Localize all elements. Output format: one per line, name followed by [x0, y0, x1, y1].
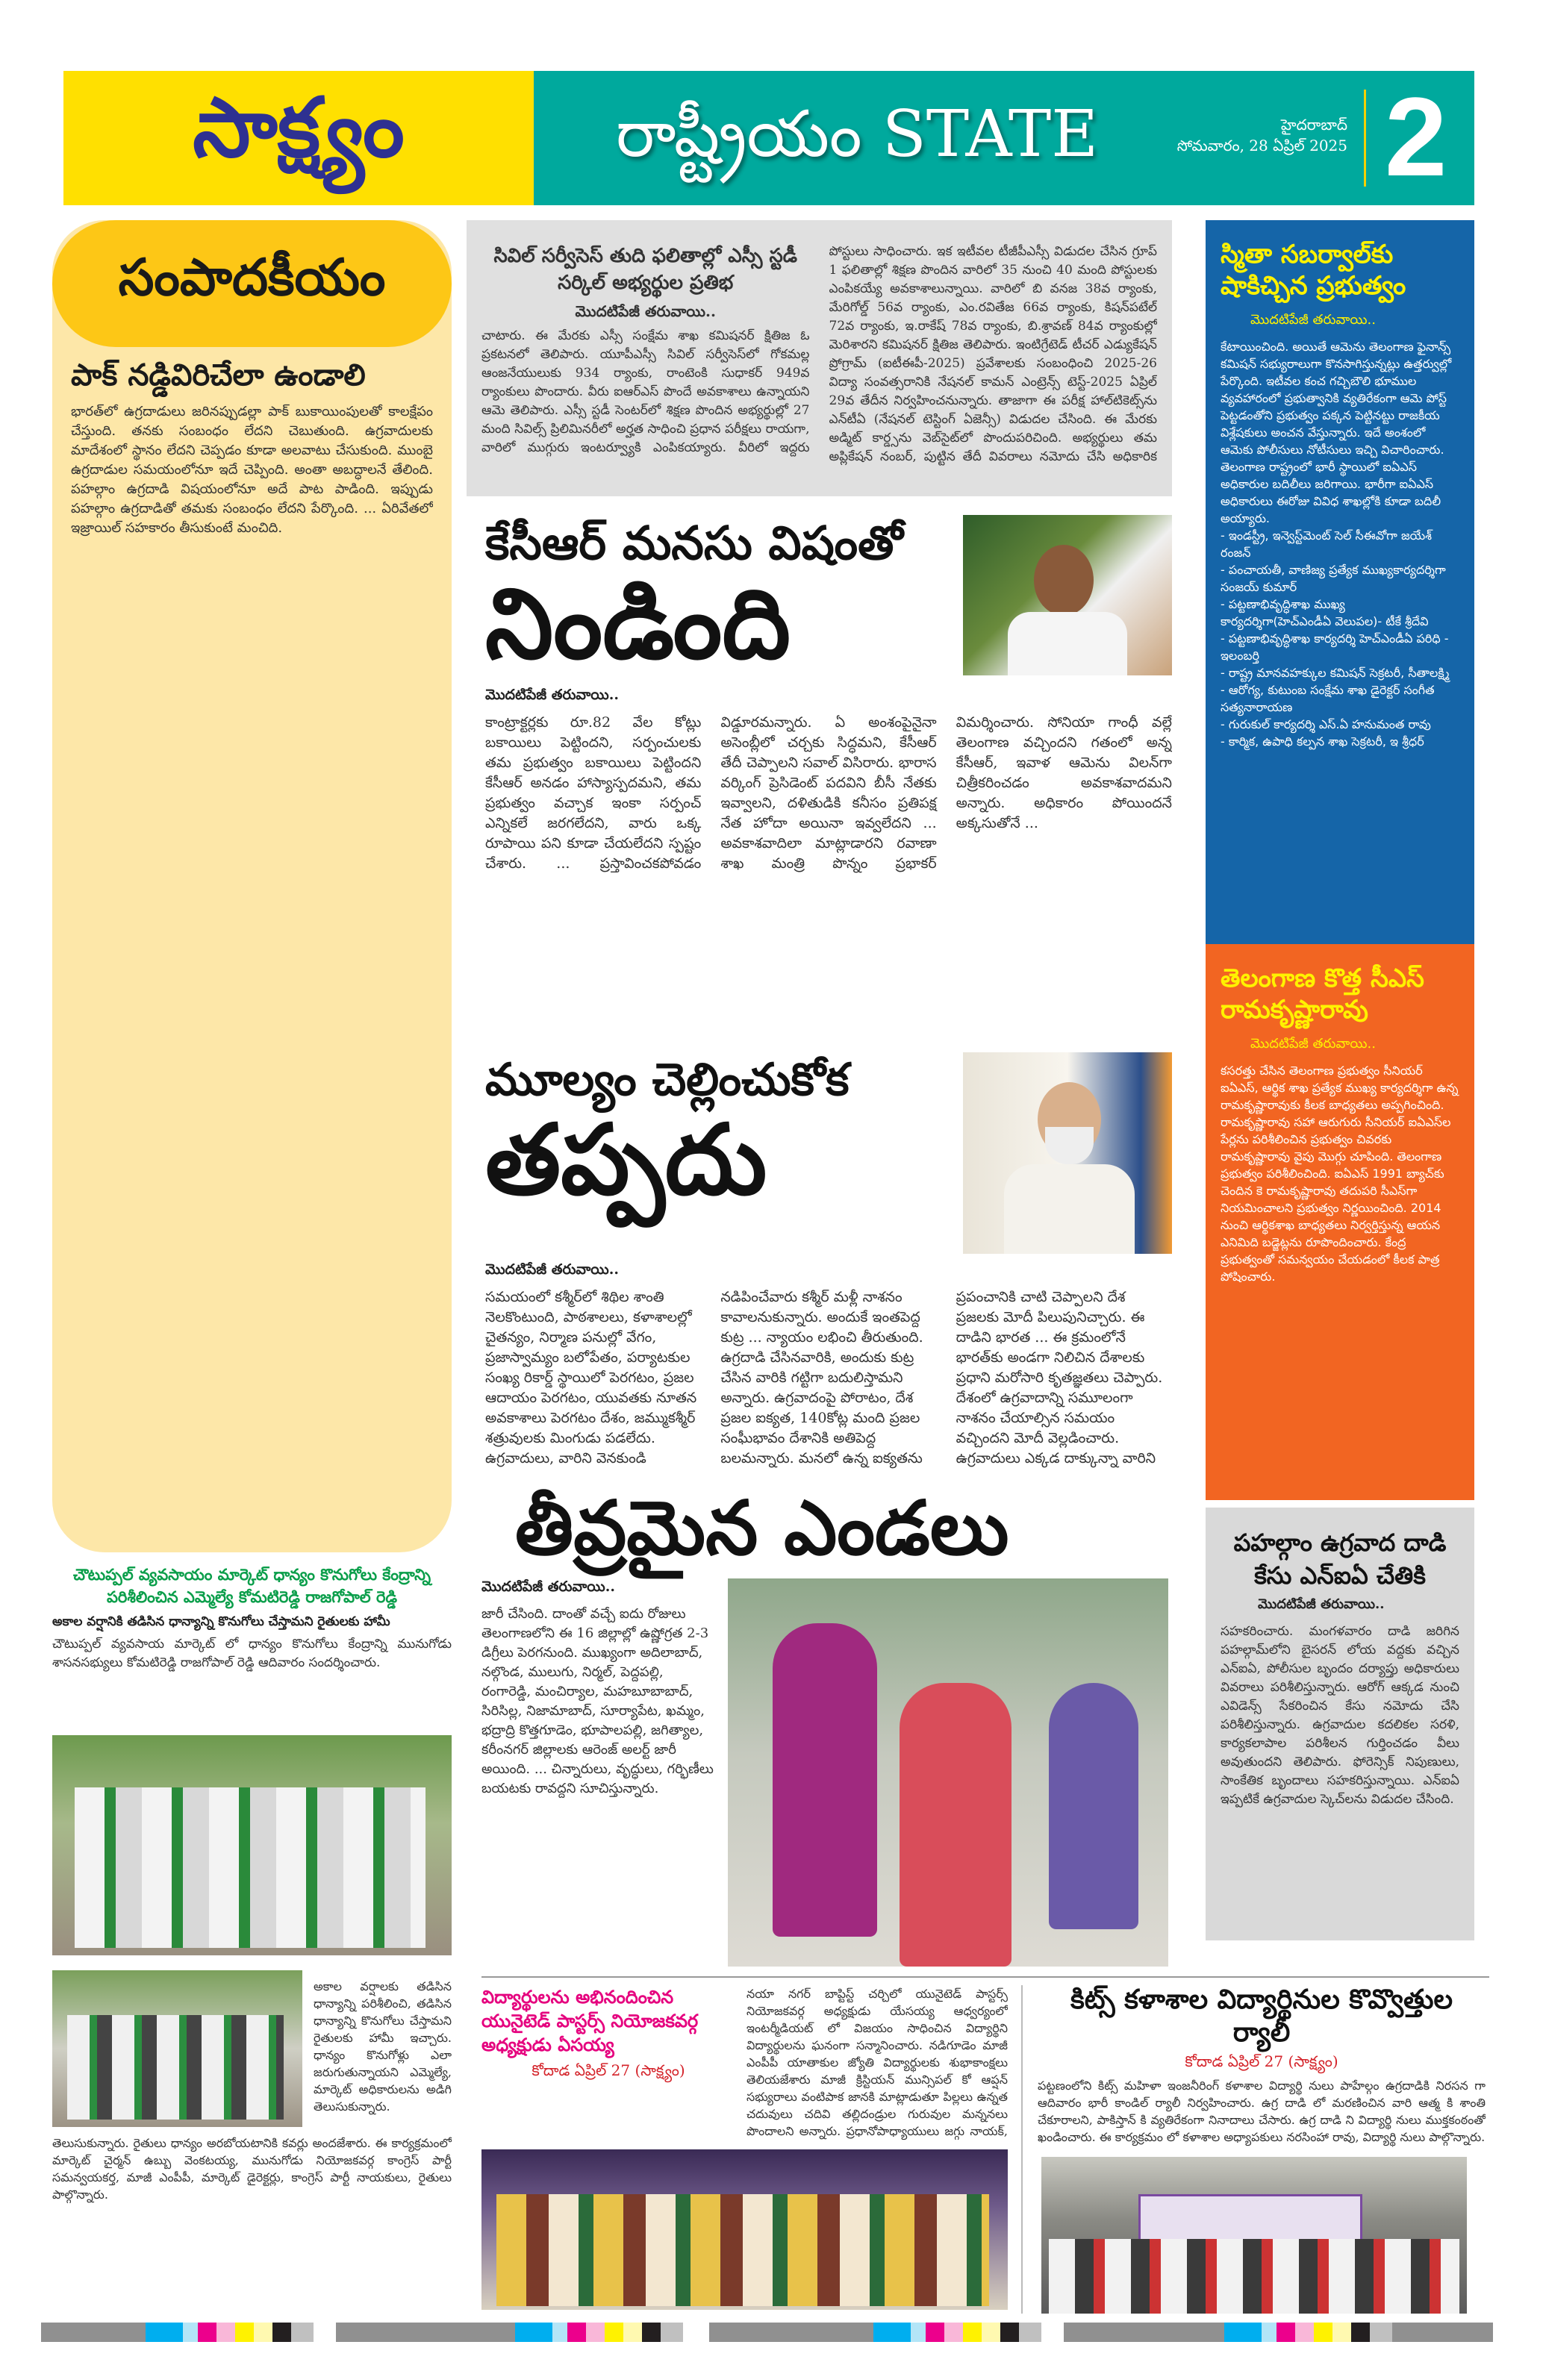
- choutuppal-headline: చౌటుప్పల్ వ్యవసాయం మార్కెట్ ధాన్యం కొనుగోలు కేంద్రాన్ని పరిశీలించిన ఎమ్మెల్యే కోమటిరెడ్డి రాజగోపాల్ రెడ్డి: [72, 1566, 431, 1606]
- pastors-header: [481, 1985, 735, 2142]
- print-color-bar: [1064, 2323, 1493, 2342]
- edition-city: హైదరాబాద్: [1280, 116, 1347, 134]
- modi-article-body: సమయంలో కశ్మీర్‌లో శిథిల శాంతి నెలకొంటుంది, పాఠశాలలు, కళాశాలల్లో చైతన్యం, నిర్మాణ పనుల్లో వేగం, ప్రజాస్వామ్యం బలోపేతం, పర్యాటకుల సంఖ్య రికార్డ్ స్థాయిలో పెరగటం, ప్రజల ఆదాయం పెరగటం, యువతకు నూతన అవకాశాలు పెరగటం దేశం, జమ్ముకశ్మీర్ శత్రువులకు మింగుడు పడలేదు. ఉగ్రవాదులు, వారిని వెనకుండి నడిపించేవారు కశ్మీర్ మళ్లీ నాశనం కావాలనుకున్నారు. అందుకే ఇంతపెద్ద కుట్ర ... న్యాయం లభించి తీరుతుంది. ఉగ్రదాడి చేసినవారికి, అందుకు కుట్ర చేసిన వారికి గట్టిగా బదులిస్తామని అన్నారు. ఉగ్రవాదంపై పోరాటం, దేశ ప్రజల ఐక్యత, 140కోట్ల మంది ప్రజల సంఘీభావం దేశానికి అతిపెద్ద బలమన్నారు. మనలో ఉన్న ఐక్యతను ప్రపంచానికి చాటి చెప్పాలని దేశ ప్రజలకు మోదీ పిలుపునిచ్చారు. ఈ దాడిని భారత ... ఈ క్రమంలోనే భారత్‌కు అండగా నిలిచిన దేశాలకు ప్రధాని మరోసారి కృతజ్ఞతలు చెప్పారు. దేశంలో ఉగ్రవాదాన్ని సమూలంగా నాశనం చేయాల్సిన సమయం వచ్చిందని మోదీ వెల్లడించారు. ఉగ్రవాదులు ఎక్కడ దాక్కున్నా వారిని: [485, 1289, 1163, 1467]
- section-divider: [481, 1976, 1489, 1978]
- editorial-headline: పాక్ నడ్డివిరిచేలా ఉండాలి: [71, 358, 366, 393]
- group-of-people: [496, 2194, 989, 2306]
- print-color-bar: [41, 2323, 314, 2342]
- choutuppal-subhead: అకాల వర్షానికి తడిసిన ధాన్యాన్ని కొనుగోలు చేస్తామని రైతులకు హామీ: [52, 1614, 390, 1629]
- list-item: - రాష్ట్ర మానవహక్కుల కమిషన్ సెక్రటరీ, సీతాలక్ష్మి: [1221, 666, 1450, 680]
- market-walk-photo: [52, 1970, 302, 2127]
- article-headline: సివిల్ సర్వీసెస్ తుది ఫలితాల్లో ఎస్సీ స్టడీ సర్కిల్ అభ్యర్థుల ప్రతిభ: [493, 245, 797, 294]
- section-title: రాష్ట్రీయం STATE: [616, 97, 1099, 172]
- candle-rally-photo: [1041, 2157, 1467, 2314]
- editorial-body: భారత్‌లో ఉగ్రదాడులు జరినప్పుడల్లా పాక్ బుకాయింపులతో కాలక్షేపం చేస్తుంది. తనకు సంబంధం లేదని చెబుతుంది. ఉగ్రవాదులకు మాదేశంలో స్థానం లేదని చెప్పడం కూడా అలవాటు చేసుకుంది. ముంబై ఉగ్రదాడుల సమయంలోనూ ఇదే చెప్పింది. అంతా అబద్ధాలనే తేలింది. పహల్గాం ఉగ్రదాడి విషయంలోనూ అదే పాట పాడింది. ఇప్పుడు పహల్గాం ఉగ్రదాడితో తమకు సంబంధం లేదని పేర్కొంది. ... ఏరివేతలో ఇజ్రాయిల్ సహకారం తీసుకుంటే మంచిది.: [71, 404, 433, 536]
- list-item: - పంచాయతీ, వాణిజ్య ప్రత్యేక ముఖ్యకార్యదర్శిగా సంజయ్ కుమార్: [1221, 563, 1446, 594]
- column-rule: [1021, 1985, 1023, 2314]
- heat-article-body: జారీ చేసింది. దాంతో వచ్చే ఐదు రోజులు తెలంగాణలోని ఈ 16 జిల్లాల్లో ఉష్ణోగ్రత 2-3 డిగ్రీలు పెరగనుంది. ముఖ్యంగా అదిలాబాద్, నల్గొండ, ములుగు, నిర్మల్, పెద్దపల్లి, రంగారెడ్డి, మంచిర్యాల, మహబూబాబాద్, సిరిసిల్ల, నిజామాబాద్, సూర్యాపేట, ఖమ్మం, భద్రాద్రి కొత్తగూడెం, భూపాలపల్లి, జగిత్యాల, కరీంనగర్ జిల్లాలకు ఆరెంజ్ అలర్ట్ జారీ అయింది. ... చిన్నారులు, వృద్ధులు, గర్భిణీలు బయటకు రావద్దని సూచిస్తున్నారు.: [481, 1606, 714, 1796]
- page-number: 2: [1385, 74, 1447, 199]
- list-item: - గురుకుల్ కార్యదర్శి ఎస్.ఏ హనుమంత రావు: [1221, 717, 1431, 731]
- heat-women-photo: [728, 1578, 1168, 1967]
- pastors-dateline: కోదాడ ఏప్రిల్ 27 (సాక్ష్యం): [532, 2061, 685, 2079]
- kits-headline: కిట్స్ కళాశాల విద్యార్థినుల కొవ్వొత్తుల ర్యాలీ: [1070, 1984, 1453, 2048]
- choutuppal-lead: చౌటుప్పల్ వ్యవసాయ మార్కెట్ లో ధాన్యం కొనుగోలు కేంద్రాన్ని మునుగోడు శాసనసభ్యులు కోమటిరెడ్డి రాజగోపాల్ రెడ్డి ఆదివారం సందర్శించారు.: [52, 1637, 452, 1670]
- print-color-bar: [336, 2323, 683, 2342]
- transfer-list: [1221, 527, 1459, 750]
- print-color-bar: [709, 2323, 1041, 2342]
- newspaper-logo: సాక్ష్యం: [193, 80, 405, 175]
- continued-label: మొదటిపేజీ తరువాయి..: [485, 687, 619, 703]
- article-headline: తెలంగాణ కొత్త సీఎస్ రామకృష్ణారావు: [1221, 963, 1424, 1025]
- continued-label: మొదటిపేజీ తరువాయి..: [481, 1578, 615, 1595]
- masthead-logo-block: [63, 71, 534, 205]
- group-of-people: [1049, 2239, 1459, 2314]
- woman-purple-scarf: [773, 1623, 877, 1937]
- edition-date: సోమవారం, 28 ఏప్రిల్ 2025: [1176, 137, 1347, 154]
- mla-visit-photo: [52, 1735, 452, 1955]
- continued-label: మొదటిపేజీ తరువాయి..: [1250, 312, 1376, 328]
- modi-photo: [963, 1052, 1172, 1254]
- continued-label: మొదటిపేజీ తరువాయి..: [1250, 1036, 1376, 1052]
- person-head: [1034, 545, 1094, 616]
- beard: [1045, 1127, 1094, 1164]
- choutuppal-body: తెలుసుకున్నారు. రైతులు ధాన్యం అరబోయటానికి కవర్లు అందజేశారు. ఈ కార్యక్రమంలో మార్కెట్ చైర్మన్ ఉబ్బు వెంకటయ్య, మునుగోడు నియోజకవర్గ కాంగ్రెస్ పార్టీ సమన్వయకర్త, మాజీ ఎంపీపీ, మార్కెట్ డైరెక్టర్లు, కాంగ్రెస్ పార్టీ నాయకులు, రైతులు పాల్గొన్నారు.: [52, 2136, 452, 2202]
- person-kurta: [1004, 1164, 1135, 1254]
- person-shirt: [1008, 612, 1127, 675]
- divider: [1364, 90, 1366, 187]
- modi-headline-2: తప్పదు: [485, 1103, 767, 1216]
- woman-red-scarf: [900, 1683, 1011, 1967]
- list-item: - పట్టణాభివృద్ధిశాఖ ముఖ్య కార్యదర్శిగా(హెచ్ఎండీఏ వెలుపల)- టీకే శ్రీదేవి: [1221, 597, 1429, 628]
- kits-dateline: కోదాడ ఏప్రిల్ 27 (సాక్ష్యం): [1185, 2052, 1338, 2070]
- masthead-section-bar: [534, 71, 1474, 205]
- list-item: - కార్మిక, ఉపాధి కల్పన శాఖ సెక్రటరీ, ఇ శ్రీధర్: [1221, 734, 1424, 749]
- kits-body: పట్టణంలోని కిట్స్ మహిళా ఇంజనీరింగ్ కళాశాల విద్యార్థి నులు పాహేల్గం ఉగ్రదాడికి నిరసన గా ఆదివారం భారీ కాండిల్ ర్యాలీ నిర్వహించారు. ఉగ్ర దాడి లో మరణించిన వారి ఆత్మ కి శాంతి చేకూరాలని, పాకిస్తాన్ కి వ్యతిరేకంగా నినాదాలు చేసారు. ఉగ్ర దాడి ని విద్యార్థి నులు ముక్తకంఠంతో ఖండించారు. ఈ కార్యక్రమం లో కళాశాల అధ్యాపకులు నరసింహా రావు, విద్యార్థి నులు పాల్గొన్నారు.: [1038, 2078, 1486, 2144]
- woman-saree: [1049, 1683, 1138, 1929]
- modi-article: [485, 1052, 956, 1216]
- choutuppal-header: [52, 1564, 452, 1728]
- kcr-headline-2: నిండింది: [485, 567, 791, 681]
- article-body: చాటారు. ఈ మేరకు ఎస్సీ సంక్షేమ శాఖ కమిషనర్ క్షితిజ ఓ ప్రకటనలో తెలిపారు. యూపీఎస్సీ సివిల్ సర్వీసెస్‌లో గోకమల్ల ఆంజనేయులుకు 934 ర్యాంకు, రాంటెంకి సుధాకర్ 949వ ర్యాంకులు పొందారు. వీరు ఐఆర్ఎస్ పొందే అవకాశాలు ఉన్నాయని ఆమె తెలిపారు. ఎస్సీ స్టడీ సెంటర్‌లో శిక్షణ పొందిన అభ్యర్థుల్లో 27 మంది సివిల్స్ ప్రిలిమినరీలో అర్హత సాధించి ప్రధాన పరీక్షలు రాయగా, వారిలో ముగ్గురు ఇంటర్వ్యూకి ఎంపికయ్యారు. వీరిలో ఇద్దరు పోస్టులు సాధించారు. ఇక ఇటీవల టీజీపీఎస్సీ విడుదల చేసిన గ్రూప్ 1 ఫలితాల్లో శిక్షణ పొందిన వారిలో 35 నుంచి 40 మంది పోస్టులకు ఎంపికయ్యే అవకాశాలున్నాయి. వారిలో బి వనజ 38వ ర్యాంకు, మేరిగోల్డ్ 56వ ర్యాంకు, ఎం.రవితేజ 66వ ర్యాంకు, కిషన్‌పటేల్ 72వ ర్యాంకు, ఇ.రాకేష్ 78వ ర్యాంకు, బి.శ్రావణ్ 84వ ర్యాంకుల్లో మెరిశారని కమిషనర్ క్షితిజ తెలిపారు. ఇంటిగ్రేటెడ్ టీచర్ ఎడ్యుకేషన్ ప్రోగ్రామ్ (ఐటీఈపీ-2025) ప్రవేశాలకు సంబంధించి 2025-26 విద్యా సంవత్సరానికి నేషనల్ కామన్ ఎంట్రెన్స్ టెస్ట్-2025 ఏప్రిల్ 29వ తేదీన నిర్వహించనున్నారు. తాజాగా ఈ పరీక్ష హాల్‌టికెట్స్‌ను ఎన్‌టీఏ (నేషనల్ టెస్టింగ్ ఏజెన్సీ) విడుదల చేసింది. ఈ మేరకు అడ్మిట్ కార్డ్సను వెబ్‌సైట్‌లో పొందుపరిచింది. అభ్యర్థులు తమ అప్లికేషన్ నంబర్, పుట్టిన తేదీ వివరాలు నమోదు చేసి అధికారిక: [481, 244, 1157, 464]
- list-item: - ఇండస్ట్రీ, ఇన్వెస్ట్‌మెంట్ సెల్ సీఈవోగా జయేశ్ రంజన్: [1221, 528, 1433, 560]
- students-felicitation-photo: [481, 2149, 1008, 2310]
- article-headline: స్మితా సబర్వాల్‌కు షాకిచ్చిన ప్రభుత్వం: [1221, 240, 1406, 301]
- modi-headline-1: మూల్యం చెల్లించుకోక: [485, 1054, 850, 1106]
- article-body: కసరత్తు చేసిన తెలంగాణ ప్రభుత్వం సీనియర్ ఐఏఎస్, ఆర్థిక శాఖ ప్రత్యేక ముఖ్య కార్యదర్శిగా ఉన్న రామకృష్ణారావుకు కీలక బాధ్యతలు అప్పగించింది. రామకృష్ణారావు సహా ఆరుగురు సీనియర్ ఐఏఎస్‌ల పేర్లను పరిశీలించిన ప్రభుత్వం చివరకు రామకృష్ణారావు వైపు మొగ్గు చూపింది. తెలంగాణ ప్రభుత్వం పరిశీలించింది. ఐఏఎస్ 1991 బ్యాచ్‌కు చెందిన కె రామకృష్ణారావు తదుపరి సీఎస్‌గా నియమించాలని ప్రభుత్వం నిర్ణయించింది. 2014 నుంచి ఆర్థికశాఖ బాధ్యతలు నిర్వర్తిస్తున్న ఆయన ఎనిమిది బడ్జెట్లను రూపొందించారు. కేంద్ర ప్రభుత్వంతో సమన్వయం చేయడంలో కీలక పాత్ర పోషించారు.: [1221, 1063, 1459, 1284]
- choutuppal-side-text: అకాల వర్షాలకు తడిసిన ధాన్యాన్ని పరిశీలించి, తడిసిన ధాన్యాన్ని కొనుగోలు చేస్తామని రైతులకు హామీ ఇచ్చారు. ధాన్యం కొనుగోళ్లు ఎలా జరుగుతున్నాయని ఎమ్మెల్యే, మార్కెట్ అధికారులను అడిగి తెలుసుకున్నారు.: [314, 1979, 452, 2114]
- smita-sabharwal-article: [1206, 220, 1474, 944]
- heat-headline: తీవ్రమైన ఎండలు: [515, 1484, 1009, 1572]
- pastors-body: నయా నగర్ బాప్టిస్ట్ చర్చిలో యునైటెడ్ పాస్టర్స్ నియోజకవర్గ అధ్యక్షుడు యేసయ్య ఆధ్వర్యంలో ఇంటర్మీడియట్ లో విజయం సాధించిన విద్యార్థిని విద్యార్థులను ఘనంగా సన్మానించారు. నడిగూడెం మాజీ ఎంపీపీ యాతాకుల జ్యోతి విద్యార్థులకు శుభాకాంక్షలు తెలియజేశారు మాజీ క్రిస్టియన్ మున్సిపల్ కో ఆప్షన్ సభ్యురాలు వంటిపాక జానకి మాట్లాడుతూ పిల్లలు ఉన్నత చదువులు చదివి తల్లిదండ్రుల గురువుల మన్ననలు పొందాలని అన్నారు. ప్రధానోపాధ్యాయులు జగ్గు నాయక్,: [746, 1987, 1008, 2138]
- kits-article: [1038, 1984, 1486, 2154]
- new-cs-article: [1206, 944, 1474, 1500]
- nia-article: [1206, 1508, 1474, 1940]
- kcr-article-body: కాంట్రాక్టర్లకు రూ.82 వేల కోట్లు బకాయిలు పెట్టిందని, సర్పంచులకు తమ ప్రభుత్వం బకాయిలు పెట్టిందని కేసీఆర్ అనడం హాస్యాస్పదమని, తమ ప్రభుత్వం వచ్చాక ఇంకా సర్పంచ్ ఎన్నికలే జరగలేదని, వారు ఒక్క రూపాయి పని కూడా చేయలేదని స్పష్టం చేశారు. ... ప్రస్తావించకపోవడం విడ్డూరమన్నారు. ఏ అంశంపైనైనా అసెంబ్లీలో చర్చకు సిద్ధమని, కేసీఆర్ తేదీ చెప్పాలని సవాల్ విసిరారు. భారాస వర్కింగ్ ప్రెసిడెంట్ పదవిని బీసీ నేతకు ఇవ్వాలని, దళితుడికి కనీసం ప్రతిపక్ష నేత హోదా అయినా ఇవ్వలేదని ... అవకాశవాదిలా మాట్లాడారని రవాణా శాఖ మంత్రి పొన్నం ప్రభాకర్ విమర్శించారు. సోనియా గాంధీ వల్లే తెలంగాణ వచ్చిందని గతంలో అన్న కేసీఆర్, ఇవాళ ఆమెను విలన్‌గా చిత్రీకరించడం అవకాశవాదమని అన్నారు. అధికారం పోయిందనే అక్కసుతోనే ...: [485, 714, 1172, 872]
- kcr-headline-1: కేసీఆర్ మనసు విషంతో: [485, 516, 903, 570]
- article-body: సహకరించారు. మంగళవారం దాడి జరిగిన పహల్గామ్‌లోని బైసరన్ లోయ వద్దకు వచ్చిన ఎన్ఐఏ, పోలీసుల బృందం దర్యాప్తు అధికారులు వివరాలు పరిశీలిస్తున్నారు. ఆరోగ్ ఆక్కడ నుంచి ఎవిడెన్స్ సేకరించిన కేసు నమోదు చేసి పరిశీలిస్తున్నారు. ఉగ్రవాదుల కదలికల సరళి, కార్యకలాపాల పరిశీలన గుర్తించడం వీలు అవుతుందని తెలిపారు. ఫోరెన్సిక్ నిపుణులు, సాంకేతిక బృందాలు సహకరిస్తున్నాయి. ఎన్ఐఏ ఇప్పటికే ఉగ్రవాదుల స్కెచ్‌లను విడుదల చేసింది.: [1221, 1624, 1459, 1807]
- continued-label: మొదటిపేజీ తరువాయి..: [1258, 1596, 1385, 1612]
- group-of-people: [67, 2015, 284, 2120]
- kcr-minister-photo: [963, 515, 1172, 675]
- article-body: కేటాయించింది. అయితే ఆమెను తెలంగాణ ఫైనాన్స్ కమిషన్ సభ్యురాలుగా కొనసాగిస్తున్నట్లు ఉత్తర్వుల్లో పేర్కొంది. ఇటీవల కంచ గచ్చిబౌలి భూముల వ్యవహారంలో ప్రభుత్వానికి వ్యతిరేకంగా ఆమె పోస్ట్ పెట్టడంతోని ప్రభుత్వం పక్కన పెట్టినట్టు రాజకీయ విశ్లేషకులు అంచన వేస్తున్నారు. ఇదే అంశంలో ఆమెకు పోలీసులు నోటీసులు ఇచ్చి విచారించారు. తెలంగాణ రాష్ట్రంలో భారీ స్థాయిలో ఐఏఎస్ అధికారుల బదిలీలు జరిగాయి. భారీగా ఐఏఎస్ అధికారులు ఈరోజు వివిధ శాఖల్లోకి కూడా బదిలీ అయ్యారు.: [1221, 340, 1452, 525]
- continued-label: మొదటిపేజీ తరువాయి..: [575, 302, 716, 320]
- continued-label: మొదటిపేజీ తరువాయి..: [485, 1261, 619, 1278]
- list-item: - పట్టణాభివృద్ధిశాఖ కార్యదర్శి హెచ్ఎండీఏ పరిధి - ఇలంబర్తి: [1221, 631, 1449, 663]
- heat-article: [481, 1578, 717, 1967]
- civil-services-article: [467, 220, 1172, 496]
- editorial-label: సంపాదకీయం: [52, 220, 452, 347]
- pastors-headline: విద్యార్థులను అభినందించిన యునైటెడ్ పాస్టర్స్ నియోజకవర్గ అధ్యక్షుడు ఏసయ్య: [481, 1987, 699, 2055]
- article-headline: పహల్గాం ఉగ్రవాద దాడి కేసు ఎన్ఐఏ చేతికి: [1233, 1528, 1447, 1590]
- list-item: - ఆరోగ్య, కుటుంబ సంక్షేమ శాఖ డైరెక్టర్ సంగీత సత్యనారాయణ: [1221, 683, 1435, 714]
- editorial-box: [52, 220, 452, 1552]
- group-of-people: [75, 1787, 426, 1948]
